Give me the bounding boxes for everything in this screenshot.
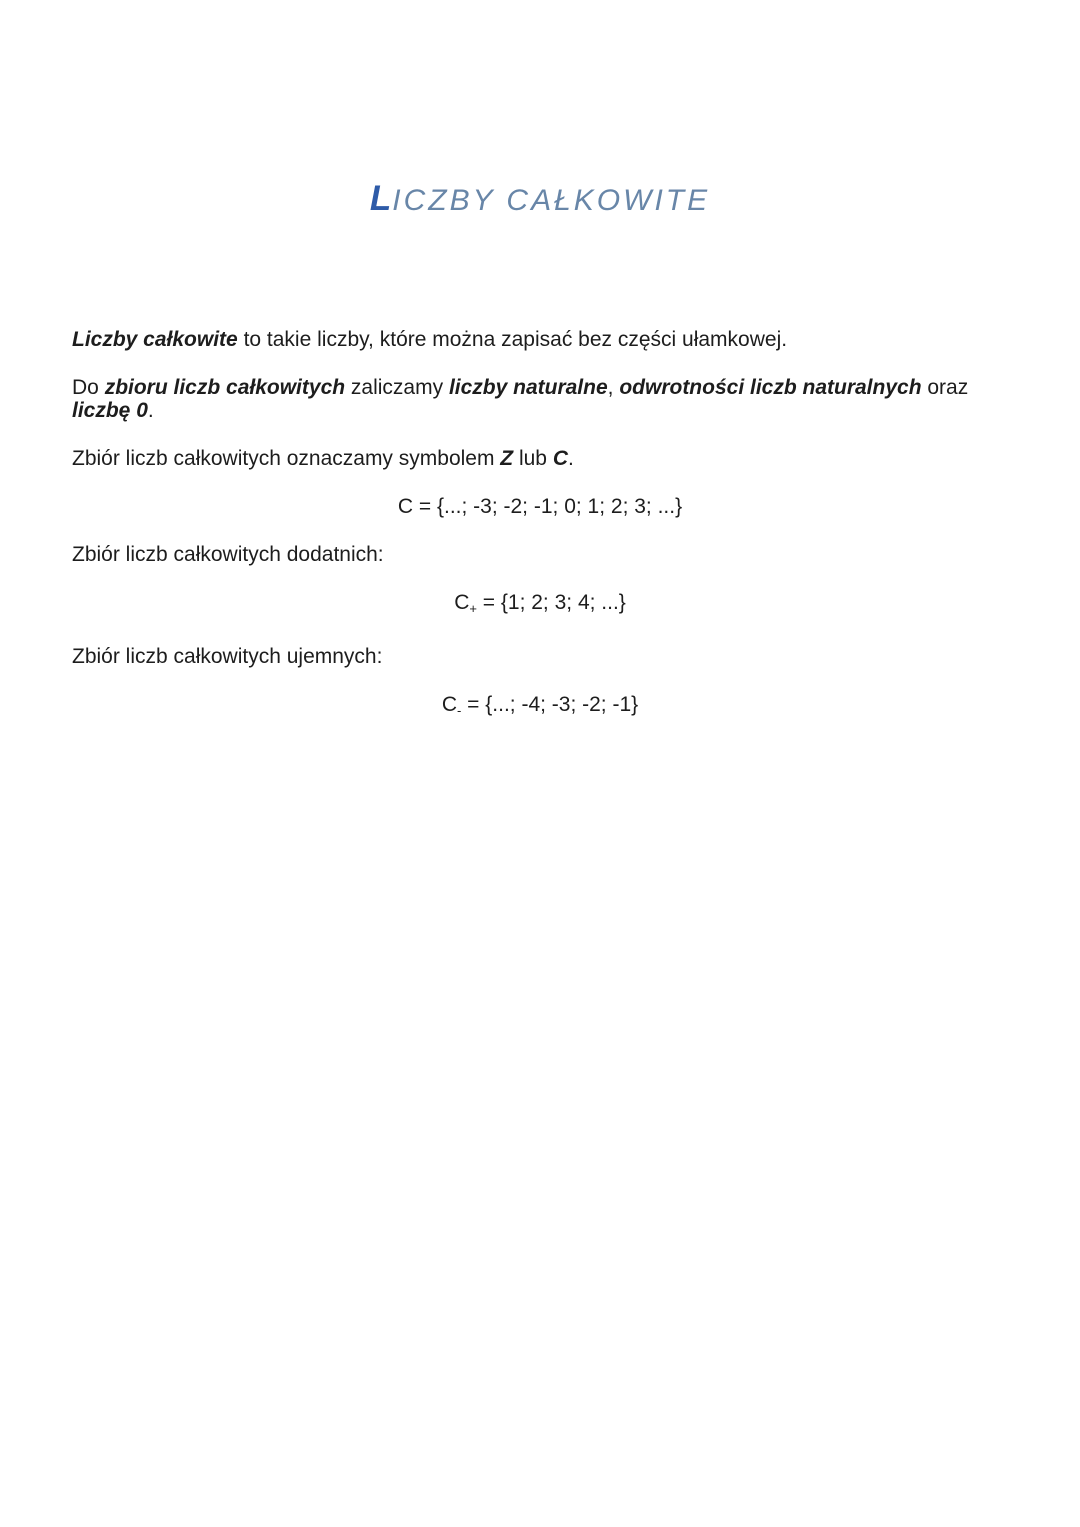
negative-label-text: Zbiór liczb całkowitych ujemnych: bbox=[72, 645, 383, 668]
equation-integers-symbol: C bbox=[397, 495, 414, 518]
symbol-text-3: . bbox=[568, 447, 574, 470]
page-title-rest: ICZBY CAŁKOWITE bbox=[392, 184, 711, 217]
term-liczby-naturalne: liczby naturalne bbox=[448, 376, 608, 399]
page-title-first-letter: L bbox=[369, 179, 393, 218]
paragraph-definition bbox=[72, 328, 1008, 351]
equation-positive-set bbox=[72, 591, 1008, 620]
page-title bbox=[0, 180, 1080, 220]
equation-negative-set bbox=[72, 693, 1008, 722]
term-liczba-0: liczbę 0 bbox=[72, 399, 148, 422]
positive-label-text: Zbiór liczb całkowitych dodatnich: bbox=[72, 543, 384, 566]
paragraph-positive-label bbox=[72, 543, 1008, 566]
equation-negative-body: = {...; -4; -3; -2; -1} bbox=[461, 693, 639, 716]
membership-text-3: , bbox=[607, 376, 620, 399]
membership-text-2: zaliczamy bbox=[345, 376, 449, 399]
membership-text-5: . bbox=[147, 399, 154, 422]
document-body bbox=[0, 328, 1080, 722]
equation-negative-symbol: C bbox=[441, 693, 457, 716]
equation-integers-body: = {...; -3; -2; -1; 0; 1; 2; 3; ...} bbox=[413, 495, 683, 518]
paragraph-negative-label bbox=[72, 645, 1008, 668]
equation-positive-subscript: + bbox=[469, 601, 477, 616]
paragraph-symbol bbox=[72, 447, 1008, 470]
symbol-text-2: lub bbox=[513, 447, 553, 470]
equation-positive-symbol: C bbox=[454, 591, 470, 614]
definition-text: to takie liczby, które można zapisać bez części ułamkowej. bbox=[237, 328, 788, 351]
symbol-c: C bbox=[552, 447, 568, 470]
equation-integers-set bbox=[72, 495, 1008, 518]
equation-positive-body: = {1; 2; 3; 4; ...} bbox=[476, 591, 626, 614]
term-odwrotnosci-liczb-naturalnych: odwrotności liczb naturalnych bbox=[619, 376, 922, 399]
paragraph-membership bbox=[72, 376, 1008, 422]
equation-negative-subscript: - bbox=[456, 703, 462, 718]
membership-text-4: oraz bbox=[921, 376, 969, 399]
term-zbior-liczb-calkowitych: zbioru liczb całkowitych bbox=[104, 376, 346, 399]
symbol-text-1: Zbiór liczb całkowitych oznaczamy symbolem bbox=[72, 447, 501, 470]
membership-text-1: Do bbox=[72, 376, 105, 399]
term-liczby-calkowite: Liczby całkowite bbox=[72, 328, 238, 351]
symbol-z: Z bbox=[500, 447, 514, 470]
